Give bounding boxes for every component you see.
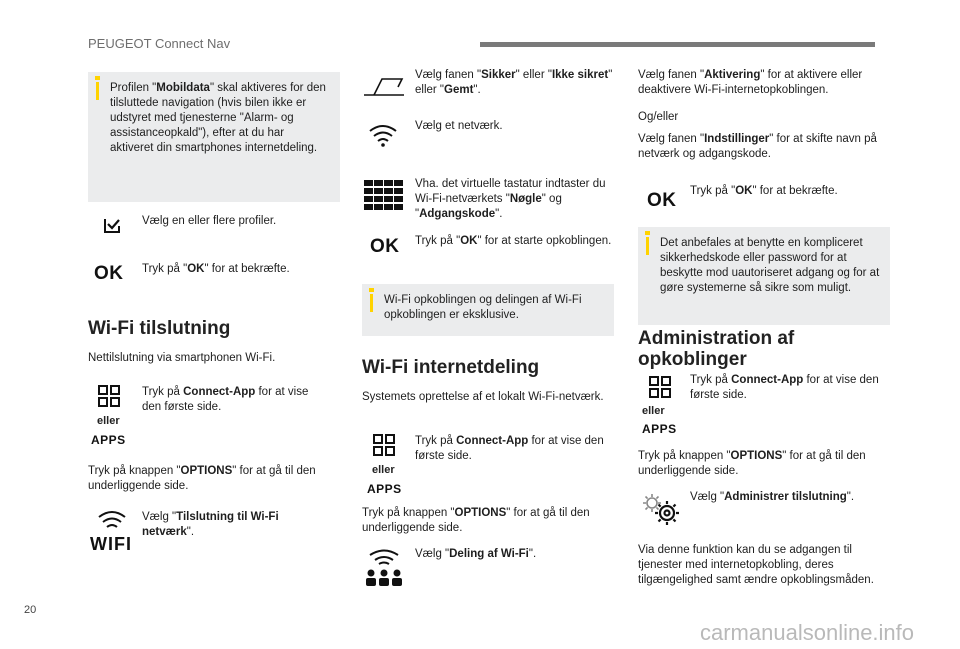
- and-or-text: Og/eller: [638, 111, 679, 123]
- heading-wifi-connection: Wi-Fi tilslutning: [88, 318, 231, 339]
- wifi-sharing-icon: [364, 549, 404, 587]
- or-label: eller: [372, 464, 395, 476]
- note-text: Wi-Fi opkoblingen og delingen af Wi-Fi opkoblingen er eksklusive.: [384, 294, 582, 321]
- apps-label: APPS: [367, 482, 402, 496]
- step-manage-connection: Vælg "Administrer tilslutning".: [690, 491, 855, 503]
- tab-selector-icon: [362, 76, 406, 98]
- info-icon: [646, 237, 649, 255]
- note-text: Profilen "Mobildata" skal aktiveres for den tilsluttede navigation (hvis bilen ikke er udstyret med tjenesterne "Alarm- og assistanceopkald"), efter at du har aktiveret din smartphones internetdeling.: [110, 82, 326, 154]
- ok-icon: OK: [370, 236, 400, 257]
- step-select-profiles: Vælg en eller flere profiler.: [142, 215, 277, 227]
- watermark: carmanualsonline.info: [700, 620, 915, 645]
- step-ok-start: Tryk på "OK" for at starte opkoblingen.: [415, 235, 612, 247]
- ok-icon: OK: [94, 263, 124, 284]
- wifi-icon-label: WIFI: [90, 534, 132, 554]
- header-title: PEUGEOT Connect Nav: [88, 36, 231, 51]
- step-ok-confirm: Tryk på "OK" for at bekræfte.: [690, 185, 838, 197]
- apps-label: APPS: [642, 422, 677, 436]
- gear-settings-icon: [640, 492, 682, 526]
- wifi-icon: [97, 510, 127, 532]
- checkbox-check-icon: [102, 218, 122, 234]
- heading-manage-connections: Administration af opkoblinger: [638, 328, 795, 370]
- connect-app-grid-icon: [648, 375, 672, 399]
- intro-wifi-connection: Nettilslutning via smartphonen Wi-Fi.: [88, 352, 276, 364]
- or-label: eller: [97, 415, 120, 427]
- step-ok-confirm: Tryk på "OK" for at bekræfte.: [142, 263, 290, 275]
- options-text: Tryk på knappen "OPTIONS" for at gå til den underliggende side.: [88, 465, 316, 492]
- step-wifi-sharing: Vælg "Deling af Wi-Fi".: [415, 548, 537, 560]
- step-select-network: Vælg et netværk.: [415, 120, 503, 132]
- options-text: Tryk på knappen "OPTIONS" for at gå til den underliggende side.: [638, 450, 866, 477]
- header-divider: [480, 42, 875, 47]
- page-number: 20: [24, 604, 37, 616]
- step-tabs: Vælg fanen "Sikker" eller "Ikke sikret" eller "Gemt".: [415, 69, 613, 96]
- note-security: [638, 227, 890, 325]
- ok-icon: OK: [647, 190, 677, 211]
- settings-text: Vælg fanen "Indstillinger" for at skifte navn på netværk og adgangskode.: [638, 133, 877, 160]
- or-label: eller: [642, 405, 665, 417]
- step-connect-app: Tryk på Connect-App for at vise den første side.: [142, 386, 309, 413]
- activation-text: Vælg fanen "Aktivering" for at aktivere eller deaktivere Wi-Fi-internetopkoblingen.: [638, 69, 863, 96]
- function-text: Via denne funktion kan du se adgangen til tjenester med internetopkobling, deres tilgængelighed samt ændre opkoblingsmåden.: [638, 544, 874, 586]
- intro-wifi-sharing: Systemets oprettelse af et lokalt Wi-Fi-netværk.: [362, 391, 604, 403]
- heading-wifi-sharing: Wi-Fi internetdeling: [362, 357, 540, 378]
- step-connect-app: Tryk på Connect-App for at vise den første side.: [690, 374, 879, 401]
- step-keyboard: Vha. det virtuelle tastatur indtaster du Wi-Fi-netværkets "Nøgle" og "Adgangskode".: [415, 178, 606, 220]
- connect-app-grid-icon: [372, 433, 396, 457]
- options-text: Tryk på knappen "OPTIONS" for at gå til den underliggende side.: [362, 507, 590, 534]
- note-text: Det anbefales at benytte en kompliceret sikkerhedskode eller password for at beskytte mod uautoriseret adgang og for at gøre systemerne så sikre som muligt.: [660, 237, 880, 294]
- connect-app-grid-icon: [97, 384, 121, 408]
- step-wifi-network: Vælg "Tilslutning til Wi-Fi netværk".: [142, 511, 279, 538]
- info-icon: [370, 294, 373, 312]
- info-icon: [96, 82, 99, 100]
- wifi-network-icon: [368, 124, 398, 148]
- apps-label: APPS: [91, 433, 126, 447]
- note-mobile-data: [88, 72, 340, 202]
- keyboard-icon: [364, 180, 404, 210]
- step-connect-app: Tryk på Connect-App for at vise den første side.: [415, 435, 604, 462]
- note-exclusive: [362, 284, 614, 336]
